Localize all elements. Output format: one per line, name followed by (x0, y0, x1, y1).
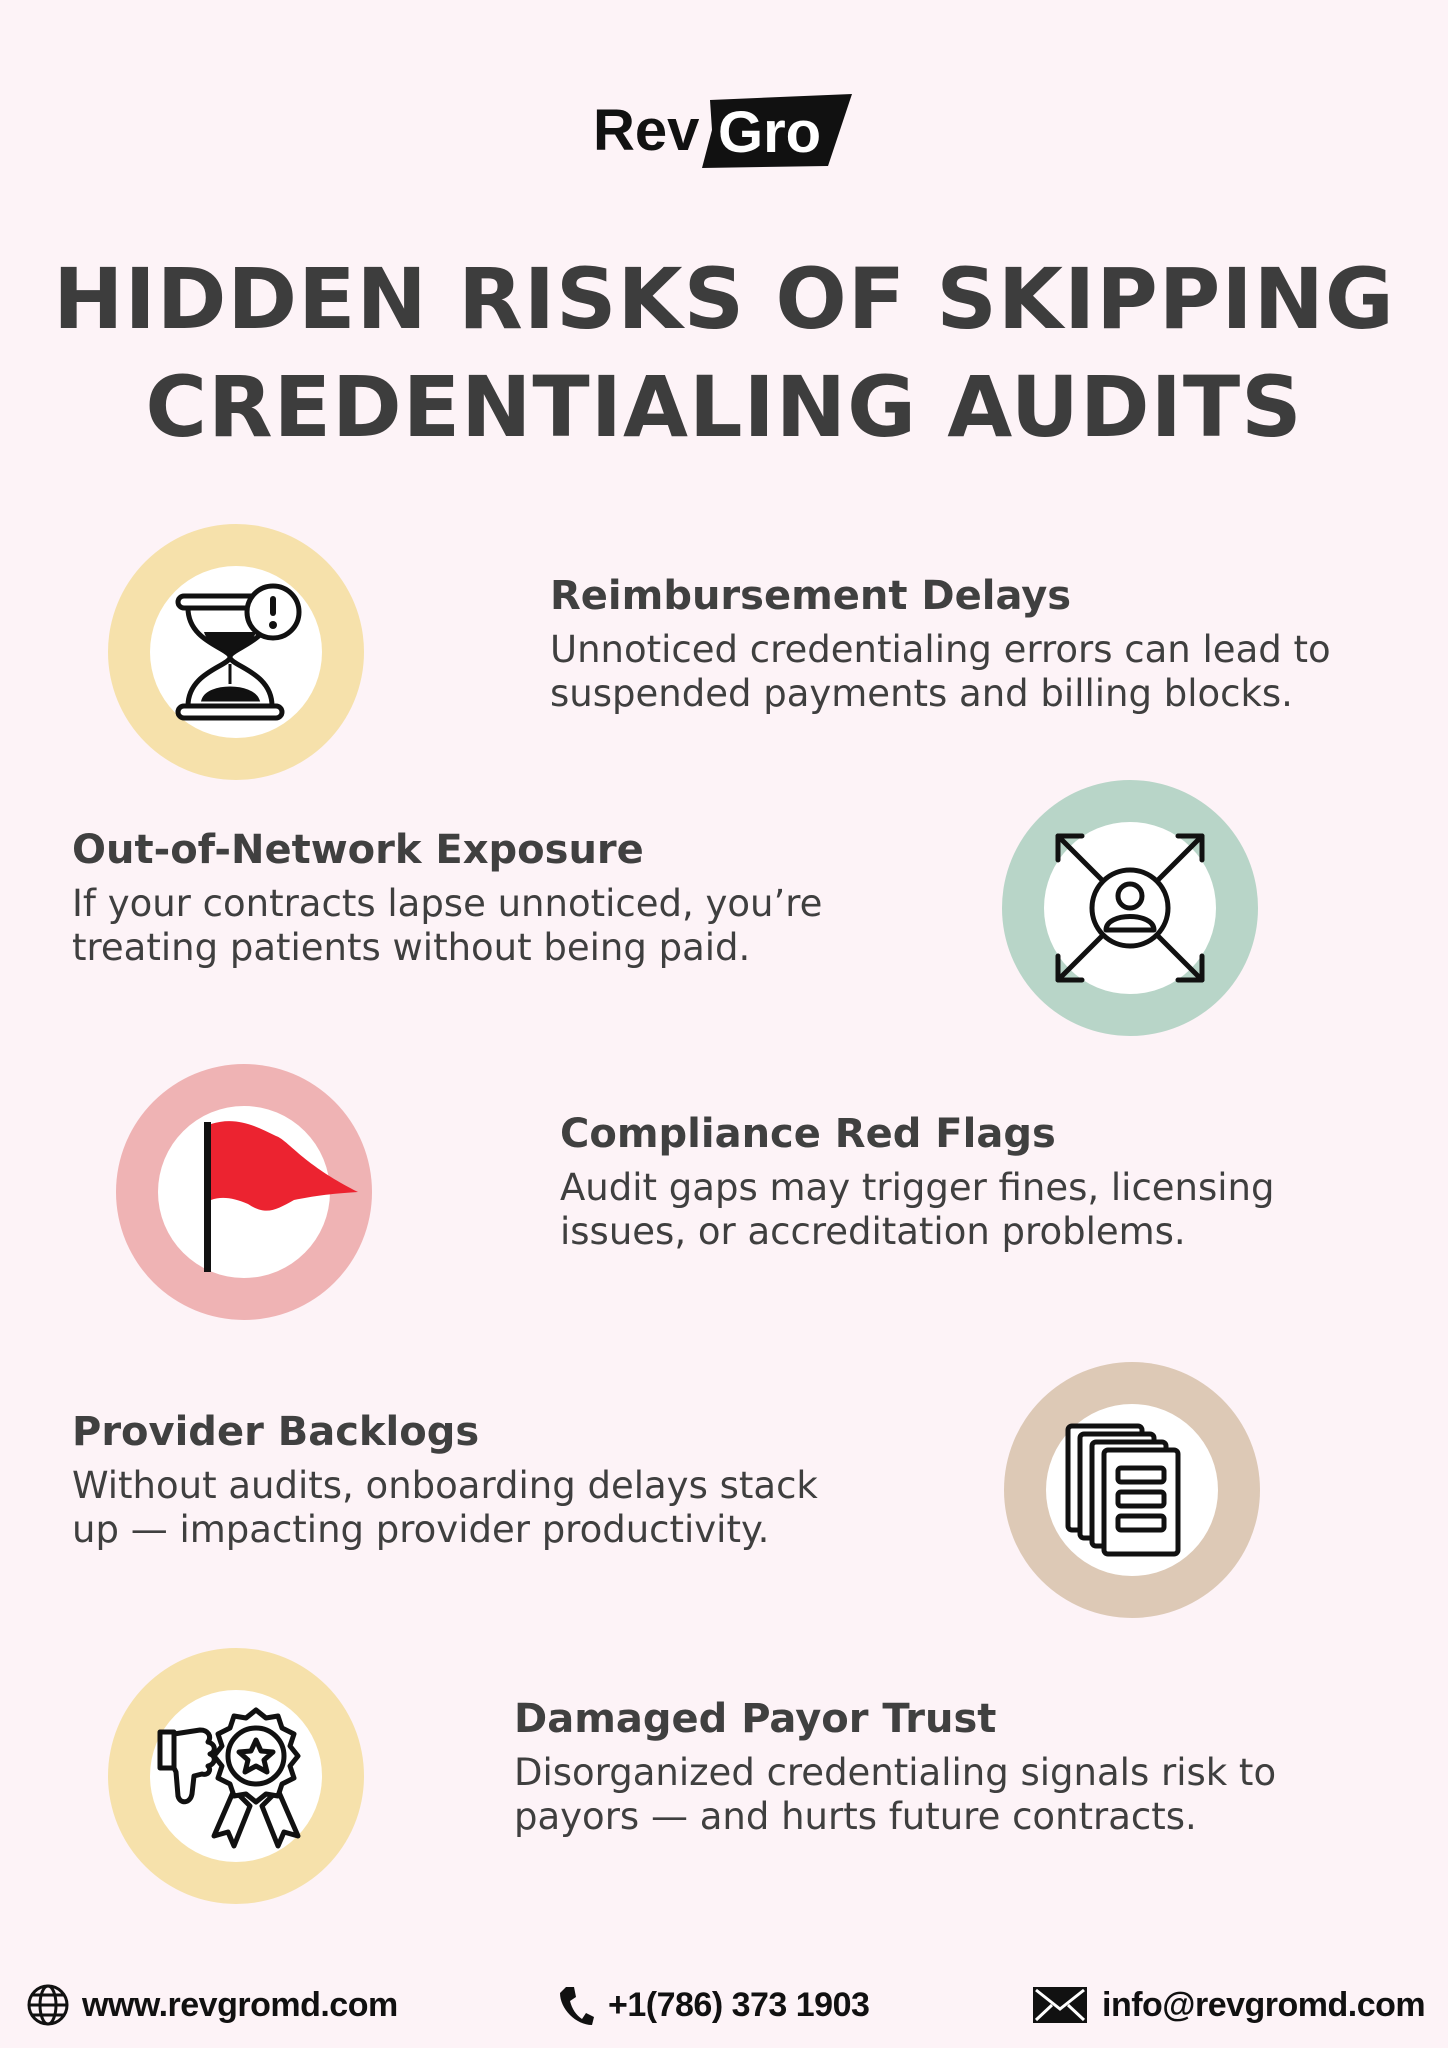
risk-description (514, 1751, 1276, 1839)
footer-email[interactable] (1030, 1975, 1425, 2035)
risk-description-line: Unnoticed credentialing errors can lead to (550, 628, 1331, 671)
title-line-1: HIDDEN RISKS OF SKIPPING (53, 250, 1395, 348)
risk-item-2 (72, 826, 822, 970)
risk-description-line: Disorganized credentialing signals risk to (514, 1751, 1277, 1794)
risk-title: Compliance Red Flags (560, 1111, 1056, 1157)
phone-icon (556, 1983, 596, 2027)
title-line-2: CREDENTIALING AUDITS (145, 358, 1303, 456)
risk-description-line: If your contracts lapse unnoticed, you’re (72, 882, 823, 925)
risk-icon-circle-4 (1004, 1362, 1260, 1618)
hourglass-alert-icon (108, 524, 364, 780)
revgro-logo (590, 80, 860, 180)
network-expand-icon (1002, 780, 1258, 1036)
document-stack-icon (1004, 1362, 1260, 1618)
logo-text-rev: Rev (593, 98, 700, 163)
risk-icon-circle-1 (108, 524, 364, 780)
risk-description-line: up — impacting provider productivity. (72, 1508, 770, 1551)
risk-item-3 (560, 1110, 1275, 1254)
phone-number[interactable]: +1(786) 373 1903 (608, 1985, 870, 2024)
risk-description-line: Audit gaps may trigger fines, licensing (560, 1166, 1275, 1209)
footer-phone[interactable] (556, 1975, 869, 2035)
mail-icon (1030, 1983, 1090, 2027)
risk-title: Out-of-Network Exposure (72, 827, 644, 873)
risk-item-1 (550, 572, 1331, 716)
risk-description-line: treating patients without being paid. (72, 926, 751, 969)
globe-icon (26, 1983, 70, 2027)
page-title (0, 245, 1448, 461)
risk-description (72, 1464, 818, 1552)
risk-icon-circle-2 (1002, 780, 1258, 1036)
risk-item-5 (514, 1695, 1276, 1839)
risk-icon-circle-5 (108, 1648, 364, 1904)
risk-description (550, 628, 1331, 716)
logo-text-gro: Gro (718, 100, 822, 165)
risk-title: Reimbursement Delays (550, 573, 1072, 619)
thumbs-down-badge-icon (108, 1648, 364, 1904)
risk-description-line: Without audits, onboarding delays stack (72, 1464, 818, 1507)
website-link[interactable]: www.revgromd.com (82, 1985, 398, 2024)
email-address[interactable]: info@revgromd.com (1102, 1985, 1426, 2024)
risk-description (560, 1166, 1275, 1254)
risk-title: Damaged Payor Trust (514, 1696, 997, 1742)
risk-description-line: payors — and hurts future contracts. (514, 1795, 1197, 1838)
risk-description (72, 882, 822, 970)
risk-description-line: suspended payments and billing blocks. (550, 672, 1293, 715)
risk-description-line: issues, or accreditation problems. (560, 1210, 1186, 1253)
risk-item-4 (72, 1408, 818, 1552)
red-flag-icon (116, 1064, 372, 1320)
risk-icon-circle-3 (116, 1064, 372, 1320)
footer-website[interactable] (26, 1975, 398, 2035)
risk-title: Provider Backlogs (72, 1409, 480, 1455)
